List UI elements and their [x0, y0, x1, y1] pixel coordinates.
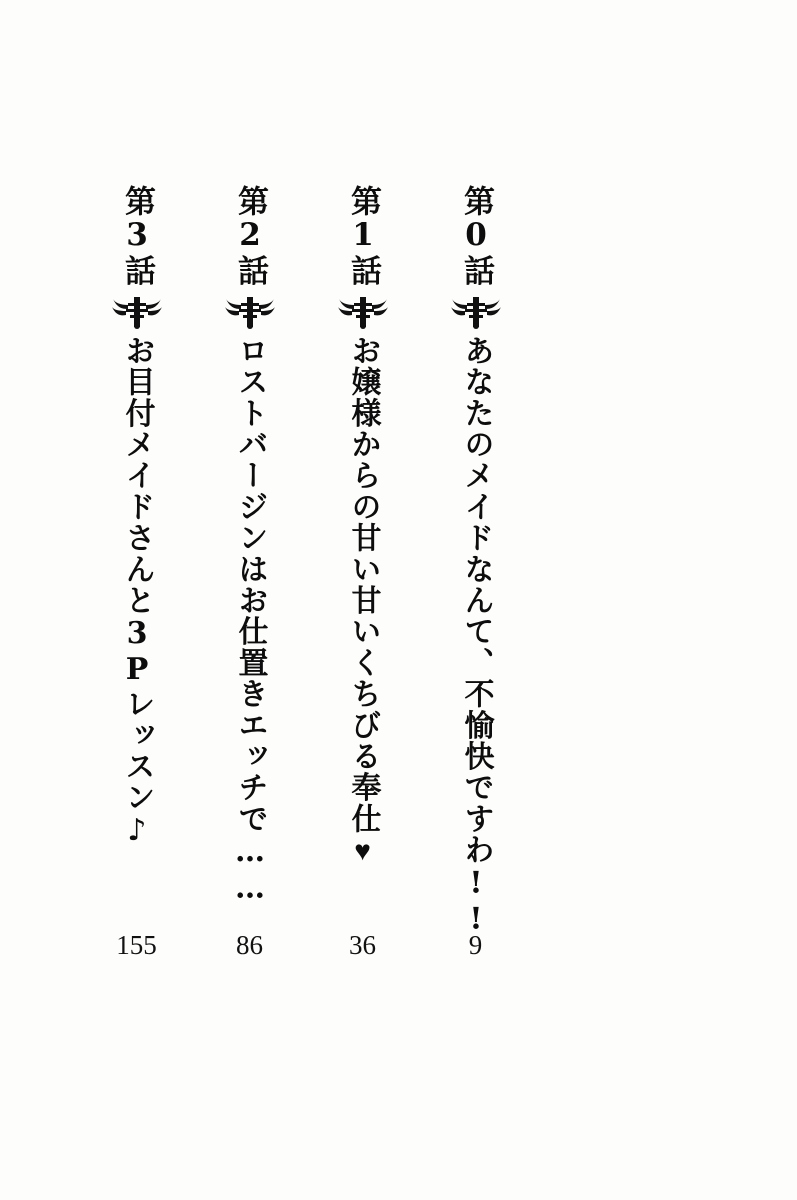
toc-entry[interactable] — [447, 185, 505, 975]
flourish-divider-ornament — [224, 295, 276, 329]
table-of-contents — [0, 185, 797, 975]
chapter-title: あなたのメイドなんて、不愉快ですわ!! — [458, 334, 494, 938]
chapter-title: お嬢様からの甘い甘いくちびる奉仕 — [345, 334, 381, 834]
chapter-number: 第1話 — [345, 185, 381, 287]
toc-entry[interactable] — [108, 185, 166, 975]
heart-icon: ♥ — [354, 835, 371, 867]
page-number-row — [0, 925, 797, 965]
chapter-number: 第3話 — [119, 185, 155, 287]
page-number[interactable]: 155 — [116, 929, 157, 960]
page-number[interactable]: 86 — [236, 929, 263, 960]
page-number[interactable]: 9 — [468, 929, 483, 960]
page-number[interactable]: 36 — [349, 929, 376, 960]
chapter-number: 第2話 — [232, 185, 268, 287]
chapter-number: 第0話 — [458, 185, 494, 287]
flourish-divider-ornament — [450, 295, 502, 329]
toc-entry[interactable] — [334, 185, 392, 975]
toc-entry[interactable] — [221, 185, 279, 975]
chapter-title: お目付メイドさんと3Pレッスン♪ — [119, 334, 155, 849]
flourish-divider-ornament — [111, 295, 163, 329]
chapter-title: ロストバージンはお仕置きエッチで…… — [232, 334, 268, 907]
flourish-divider-ornament — [337, 295, 389, 329]
